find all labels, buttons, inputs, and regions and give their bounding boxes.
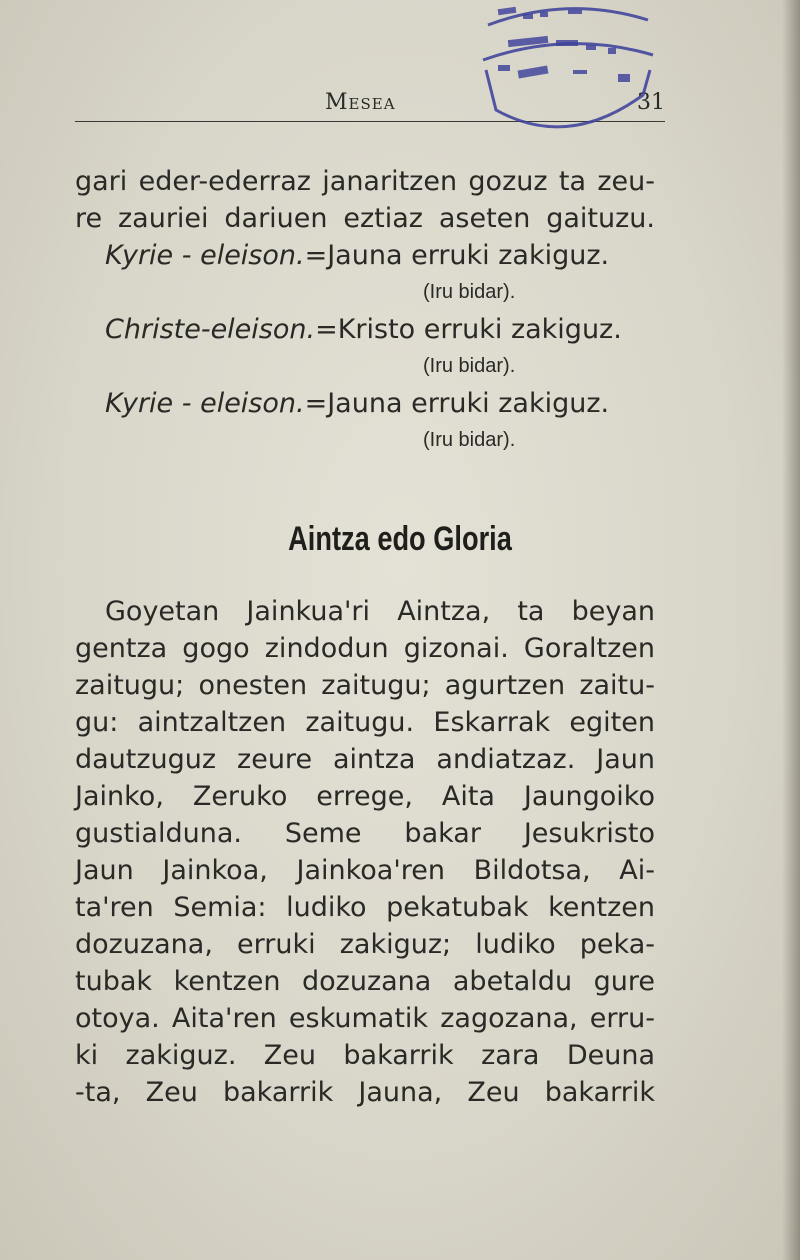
text-line: Goyetan Jainkua'ri Aintza, ta beyan — [105, 596, 655, 627]
section-heading: Aintza edo Gloria — [288, 520, 512, 558]
text-line: Jaun Jainkoa, Jainkoa'ren Bildotsa, Ai- — [75, 855, 655, 886]
text-line: otoya. Aita'ren eskumatik zagozana, erru- — [75, 1003, 655, 1034]
kyrie-line — [75, 385, 655, 422]
text-line: -ta, Zeu bakarrik Jauna, Zeu bakarrik — [75, 1077, 655, 1108]
library-stamp — [478, 0, 658, 140]
text-line: ki zakiguz. Zeu bakarrik zara Deuna — [75, 1040, 655, 1071]
kyrie-latin: Kyrie - eleison. — [105, 388, 305, 419]
text-line: gustialduna. Seme bakar Jesukristo — [75, 818, 655, 849]
kyrie-line — [75, 237, 655, 274]
text-line: Jainko, Zeruko errege, Aita Jaungoiko — [75, 781, 655, 812]
text-line: gari eder-ederraz janaritzen gozuz ta zeu- — [75, 166, 655, 197]
rubric: (Iru bidar). — [423, 281, 516, 303]
christe-basque: =Kristo erruki zakiguz. — [315, 314, 622, 345]
text-line: tubak kentzen dozuzana abetaldu gure — [75, 966, 655, 997]
kyrie-section — [75, 163, 655, 459]
text-line: gentza gogo zindodun gizonai. Goraltzen — [75, 633, 655, 664]
kyrie-basque: =Jauna erruki zakiguz. — [304, 240, 610, 271]
running-title: Mesea — [325, 90, 396, 115]
page-edge-shadow — [782, 0, 800, 1260]
text-line: dozuzana, erruki zakiguz; ludiko peka- — [75, 929, 655, 960]
text-line: dautzuguz zeure aintza andiatzaz. Jaun — [75, 744, 655, 775]
text-line: gu: aintzaltzen zaitugu. Eskarrak egiten — [75, 707, 655, 738]
gloria-section — [75, 593, 655, 1111]
page-number: 31 — [637, 90, 665, 115]
christe-latin: Christe-eleison. — [105, 314, 316, 345]
text-line: ta'ren Semia: ludiko pekatubak kentzen — [75, 892, 655, 923]
rubric: (Iru bidar). — [423, 355, 516, 377]
kyrie-latin: Kyrie - eleison. — [105, 240, 305, 271]
text-line: re zauriei dariuen eztiaz aseten gaituzu. — [75, 203, 655, 234]
text-line: zaitugu; onesten zaitugu; agurtzen zaitu- — [75, 670, 655, 701]
kyrie-basque: =Jauna erruki zakiguz. — [304, 388, 610, 419]
christe-line — [75, 311, 655, 348]
rubric: (Iru bidar). — [423, 429, 516, 451]
